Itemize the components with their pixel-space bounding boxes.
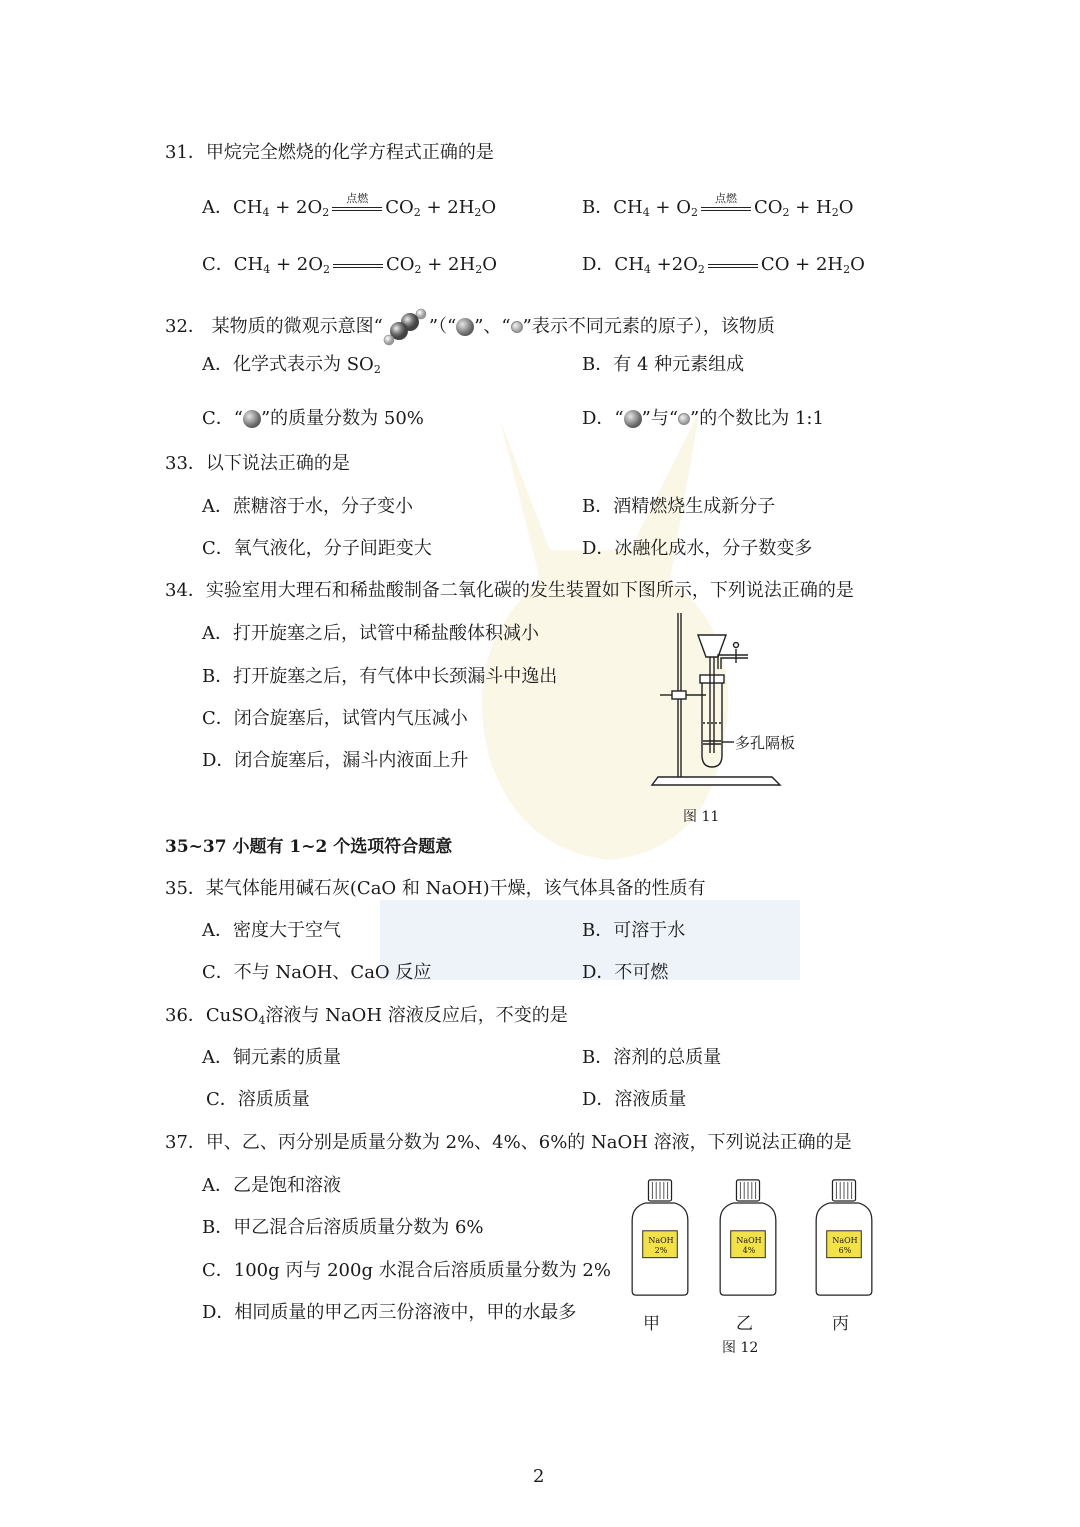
figure-12-caption: 图 12 [722,1340,759,1356]
q37-option-c[interactable]: C．100g 丙与 200g 水混合后溶质质量分数为 2% [202,1260,611,1281]
q33-option-c[interactable]: C．氧气液化，分子间距变大 [202,538,432,559]
bottle-concentration: 4% [742,1246,756,1255]
molecule-icon [383,308,429,346]
bottle-name: 乙 [736,1314,753,1334]
q31-option-b[interactable]: B．$CH_4 + O_2$ 点燃 $CO_2 + H_2O$ [582,192,854,219]
q37-option-d[interactable]: D．相同质量的甲乙丙三份溶液中，甲的水最多 [202,1302,577,1323]
section-note: 35~37 小题有 1~2 个选项符合题意 [165,837,453,857]
q34-option-d[interactable]: D．闭合旋塞后，漏斗内液面上升 [202,750,469,771]
q35-option-a[interactable]: A．密度大于空气 [202,920,341,941]
large-atom-icon [456,318,474,336]
equals-sign [708,254,758,276]
q35-option-b[interactable]: B．可溶于水 [582,920,686,941]
small-atom-icon [511,321,523,333]
q36-option-a[interactable]: A．铜元素的质量 [202,1047,341,1068]
q34-option-c[interactable]: C．闭合旋塞后，试管内气压减小 [202,708,468,729]
q35-stem: 35．某气体能用碱石灰(CaO 和 NaOH)干燥，该气体具备的性质有 [165,878,706,899]
bottle-concentration: 6% [838,1246,852,1255]
q37-option-a[interactable]: A．乙是饱和溶液 [202,1175,341,1196]
porous-plate-label: 多孔隔板 [735,734,796,752]
q31-stem: 31．甲烷完全燃烧的化学方程式正确的是 [165,142,494,163]
q33-option-d[interactable]: D．冰融化成水，分子数变多 [582,538,813,559]
q36-stem: 36．CuSO$_4$溶液与 NaOH 溶液反应后，不变的是 [165,1005,568,1027]
q33-option-b[interactable]: B．酒精燃烧生成新分子 [582,496,776,517]
q36-option-b[interactable]: B．溶剂的总质量 [582,1047,722,1068]
figure-11-caption: 图 11 [683,809,720,825]
q35-option-d[interactable]: D．不可燃 [582,962,669,983]
q36-option-c[interactable]: C．溶质质量 [206,1089,310,1110]
bottle-label: NaOH [736,1236,762,1245]
large-atom-icon [243,410,261,428]
co2-generator-apparatus-diagram [650,605,790,790]
q33-stem: 33．以下说法正确的是 [165,453,350,474]
bottle-label: NaOH [832,1236,858,1245]
bottle-label: NaOH [648,1236,674,1245]
bottle-name: 丙 [832,1314,849,1334]
q32-option-c[interactable]: C．“ ”的质量分数为 50% [202,408,424,429]
large-atom-icon [624,410,642,428]
q34-option-a[interactable]: A．打开旋塞之后，试管中稀盐酸体积减小 [202,623,539,644]
reaction-condition: 点燃 [332,197,382,219]
q32-stem: 32． 某物质的微观示意图“ ”（“ ”、“ ”表示不同元素的原子），该物质 [165,308,775,346]
q37-option-b[interactable]: B．甲乙混合后溶质质量分数为 6% [202,1217,484,1238]
reaction-condition: 点燃 [701,197,751,219]
q31-option-c[interactable]: C．$CH_4 + 2O_2$ $CO_2 + 2H_2O$ [202,254,497,276]
small-atom-icon [678,413,690,425]
q31-option-d[interactable]: D．$CH_4 +2O_2$ CO + $2H_2O$ [582,254,865,276]
q36-option-d[interactable]: D．溶液质量 [582,1089,687,1110]
bottle-name: 甲 [643,1314,660,1334]
q31-option-a[interactable]: A．$CH_4 + 2O_2$ 点燃 $CO_2 + 2H_2O$ [202,192,497,219]
q37-stem: 37．甲、乙、丙分别是质量分数为 2%、4%、6%的 NaOH 溶液，下列说法正确的是 [165,1132,852,1153]
q35-option-c[interactable]: C．不与 NaOH、CaO 反应 [202,962,432,983]
bottle-concentration: 2% [654,1246,668,1255]
q34-stem: 34．实验室用大理石和稀盐酸制备二氧化碳的发生装置如下图所示，下列说法正确的是 [165,580,854,601]
page-number: 2 [533,1466,545,1487]
q32-option-b[interactable]: B．有 4 种元素组成 [582,354,745,375]
q33-option-a[interactable]: A．蔗糖溶于水，分子变小 [202,496,413,517]
q32-option-a[interactable]: A．化学式表示为 $SO_2$ [202,354,381,376]
q34-option-b[interactable]: B．打开旋塞之后，有气体中长颈漏斗中逸出 [202,666,558,687]
equals-sign [333,254,383,276]
q32-option-d[interactable]: D．“ ”与“ ”的个数比为 1:1 [582,408,824,429]
